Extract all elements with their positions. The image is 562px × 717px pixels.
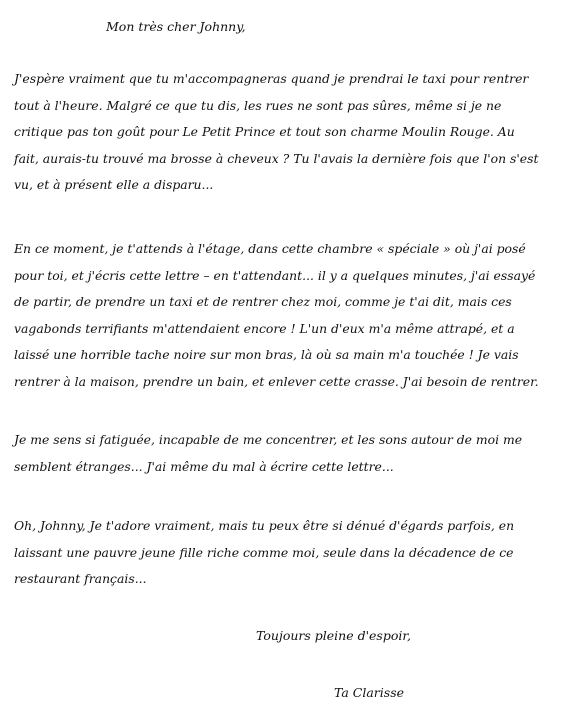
letter-paragraph: J'espère vraiment que tu m'accompagneras quand je prendrai le taxi pour rentrer tout à l'heure. Malgré ce que tu dis, les rues ne sont pas sûres, même si je ne critique pas ton goût pour Le Petit Prince et tout son charme Moulin Rouge. Au fait, aurais-tu trouvé ma brosse à cheveux ? Tu l'avais la dernière fois que l'on s'est vu, et à présent elle a disparu...	[14, 71, 539, 192]
letter-paragraph: En ce moment, je t'attends à l'étage, dans cette chambre « spéciale » où j'ai posé pour toi, et j'écris cette lettre – en t'attendant... il y a quelques minutes, j'ai essayé de partir, de prendre un taxi et de rentrer chez moi, comme je t'ai dit, mais ces vagabonds terrifiants m'attendaient encore ! L'un d'eux m'a même attrapé, et a laissé une horrible tache noire sur mon bras, là où sa main m'a touchée ! Je vais rentrer à la maison, prendre un bain, et enlever cette crasse. J'ai besoin de rentrer.	[14, 241, 539, 389]
letter-signature: Ta Clarisse	[334, 685, 405, 700]
letter-paragraph: Oh, Johnny, Je t'adore vraiment, mais tu peux être si dénué d'égards parfois, en laissant une pauvre jeune fille riche comme moi, seule dans la décadence de ce restaurant français...	[14, 518, 515, 586]
letter-closing: Toujours pleine d'espoir,	[256, 628, 411, 643]
letter-paragraph: Je me sens si fatiguée, incapable de me concentrer, et les sons autour de moi me semblent étranges... J'ai même du mal à écrire cette lettre...	[14, 432, 523, 474]
letter-salutation: Mon très cher Johnny,	[106, 19, 246, 34]
